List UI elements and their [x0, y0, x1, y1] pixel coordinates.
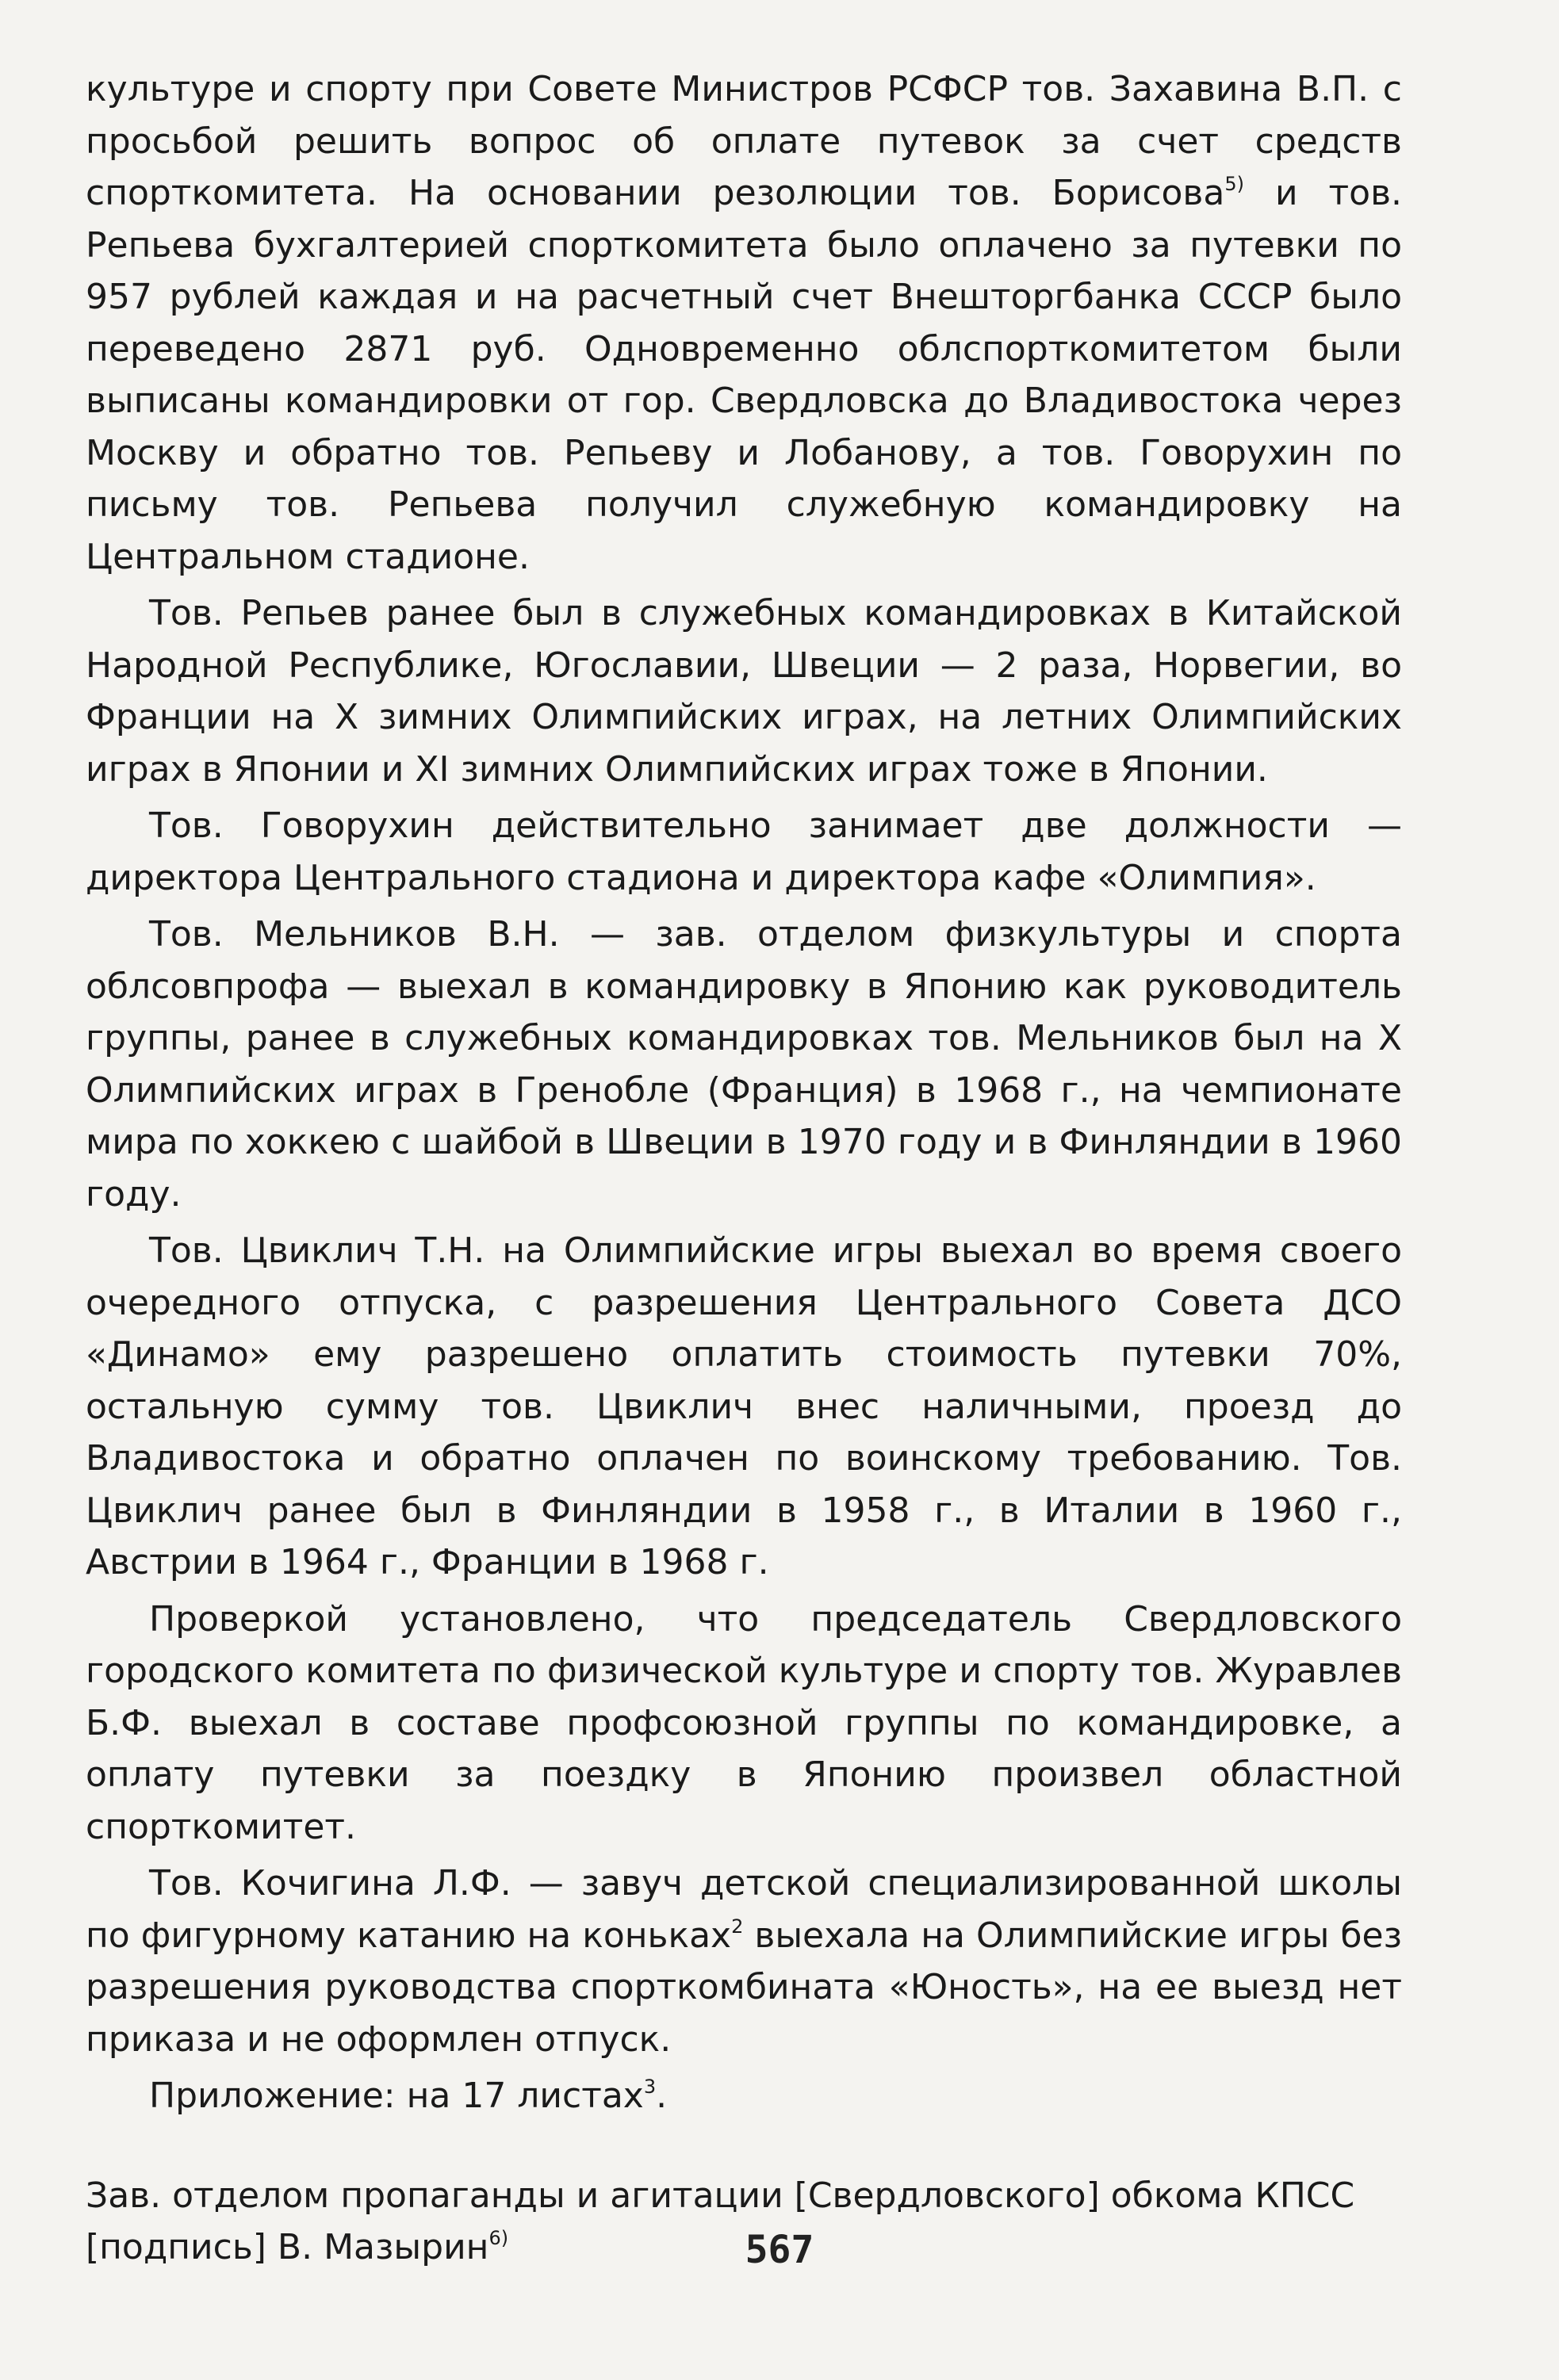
- document-page: [86, 63, 1402, 2274]
- text-segment: культуре и спорту при Совете Министров РСФСР тов. Захавина В.П. с просьбой решить вопрос об оплате путевок за счет средств спорткомитета. На основании резолюции тов. Борисова: [86, 69, 1402, 213]
- text-segment: Тов. Мельников В.Н. — зав. отделом физкультуры и спорта облсовпрофа — выехал в командировку в Японию как руководитель группы, ранее в служебных командировках тов. Мельников был на X Олимпийских играх в Гренобле (Франция) в 1968 г., на чемпионате мира по хоккею с шайбой в Швеции в 1970 году и в Финляндии в 1960 году.: [86, 914, 1402, 1215]
- text-segment: Тов. Кочигина Л.Ф. — завуч детской специализированной школы по фигурному катанию на коньках: [86, 1863, 1402, 1956]
- text-segment: Тов. Репьев ранее был в служебных командировках в Китайской Народной Республике, Югославии, Швеции — 2 раза, Норвегии, во Франции на X зимних Олимпийских играх, на летних Олимпийских играх в Японии и XI зимних Олимпийских играх тоже в Японии.: [86, 593, 1402, 790]
- paragraph-5: [86, 1225, 1402, 1589]
- footnote-marker: 2: [731, 1915, 744, 1938]
- text-segment: Тов. Говорухин действительно занимает две должности — директора Центрального стадиона и директора кафе «Олимпия».: [86, 805, 1402, 898]
- appendix-note: [86, 2070, 1402, 2122]
- paragraph-6: [86, 1594, 1402, 1854]
- text-segment: Приложение: на 17 листах: [149, 2076, 644, 2116]
- signature-text: [подпись] В. Мазырин: [86, 2227, 489, 2267]
- text-segment: Тов. Цвиклич Т.Н. на Олимпийские игры выехал во время своего очередного отпуска, с разрешения Центрального Совета ДСО «Динамо» ему разрешено оплатить стоимость путевки 70%, остальную сумму тов. Цвиклич внес наличными, проезд до Владивостока и обратно оплачен по воинскому требованию. Тов. Цвиклич ранее был в Финляндии в 1958 г., в Италии в 1960 г., Австрии в 1964 г., Франции в 1968 г.: [86, 1230, 1402, 1582]
- text-segment: Проверкой установлено, что председатель Свердловского городского комитета по физической культуре и спорту тов. Журавлев Б.Ф. выехал в составе профсоюзной группы по командировке, а оплату путевки за поездку в Японию произвел областной спорткомитет.: [86, 1598, 1402, 1847]
- paragraph-1: [86, 63, 1402, 583]
- footnote-marker: 3: [643, 2076, 657, 2098]
- paragraph-7: [86, 1858, 1402, 2065]
- page-number: 567: [745, 2228, 814, 2272]
- paragraph-2: [86, 587, 1402, 795]
- footnote-marker: 5): [1224, 173, 1244, 195]
- signature-title: Зав. отделом пропаганды и агитации [Свердловского] обкома КПСС: [86, 2175, 1355, 2216]
- paragraph-4: [86, 909, 1402, 1220]
- paragraph-3: [86, 800, 1402, 904]
- text-segment: .: [656, 2076, 668, 2116]
- text-segment: выехала на Олимпийские игры без разрешения руководства спорткомбината «Юность», на ее выезд нет приказа и не оформлен отпуск.: [86, 1915, 1402, 2060]
- text-segment: и тов. Репьева бухгалтерией спорткомитета было оплачено за путевки по 957 рублей каждая и на расчетный счет Внешторгбанка СССР было переведено 2871 руб. Одновременно облспорткомитетом были выписаны командировки от гор. Свердловска до Владивостока через Москву и обратно тов. Репьеву и Лобанову, а тов. Говорухин по письму тов. Репьева получил служебную командировку на Центральном стадионе.: [86, 173, 1402, 577]
- footnote-marker: 6): [488, 2227, 509, 2249]
